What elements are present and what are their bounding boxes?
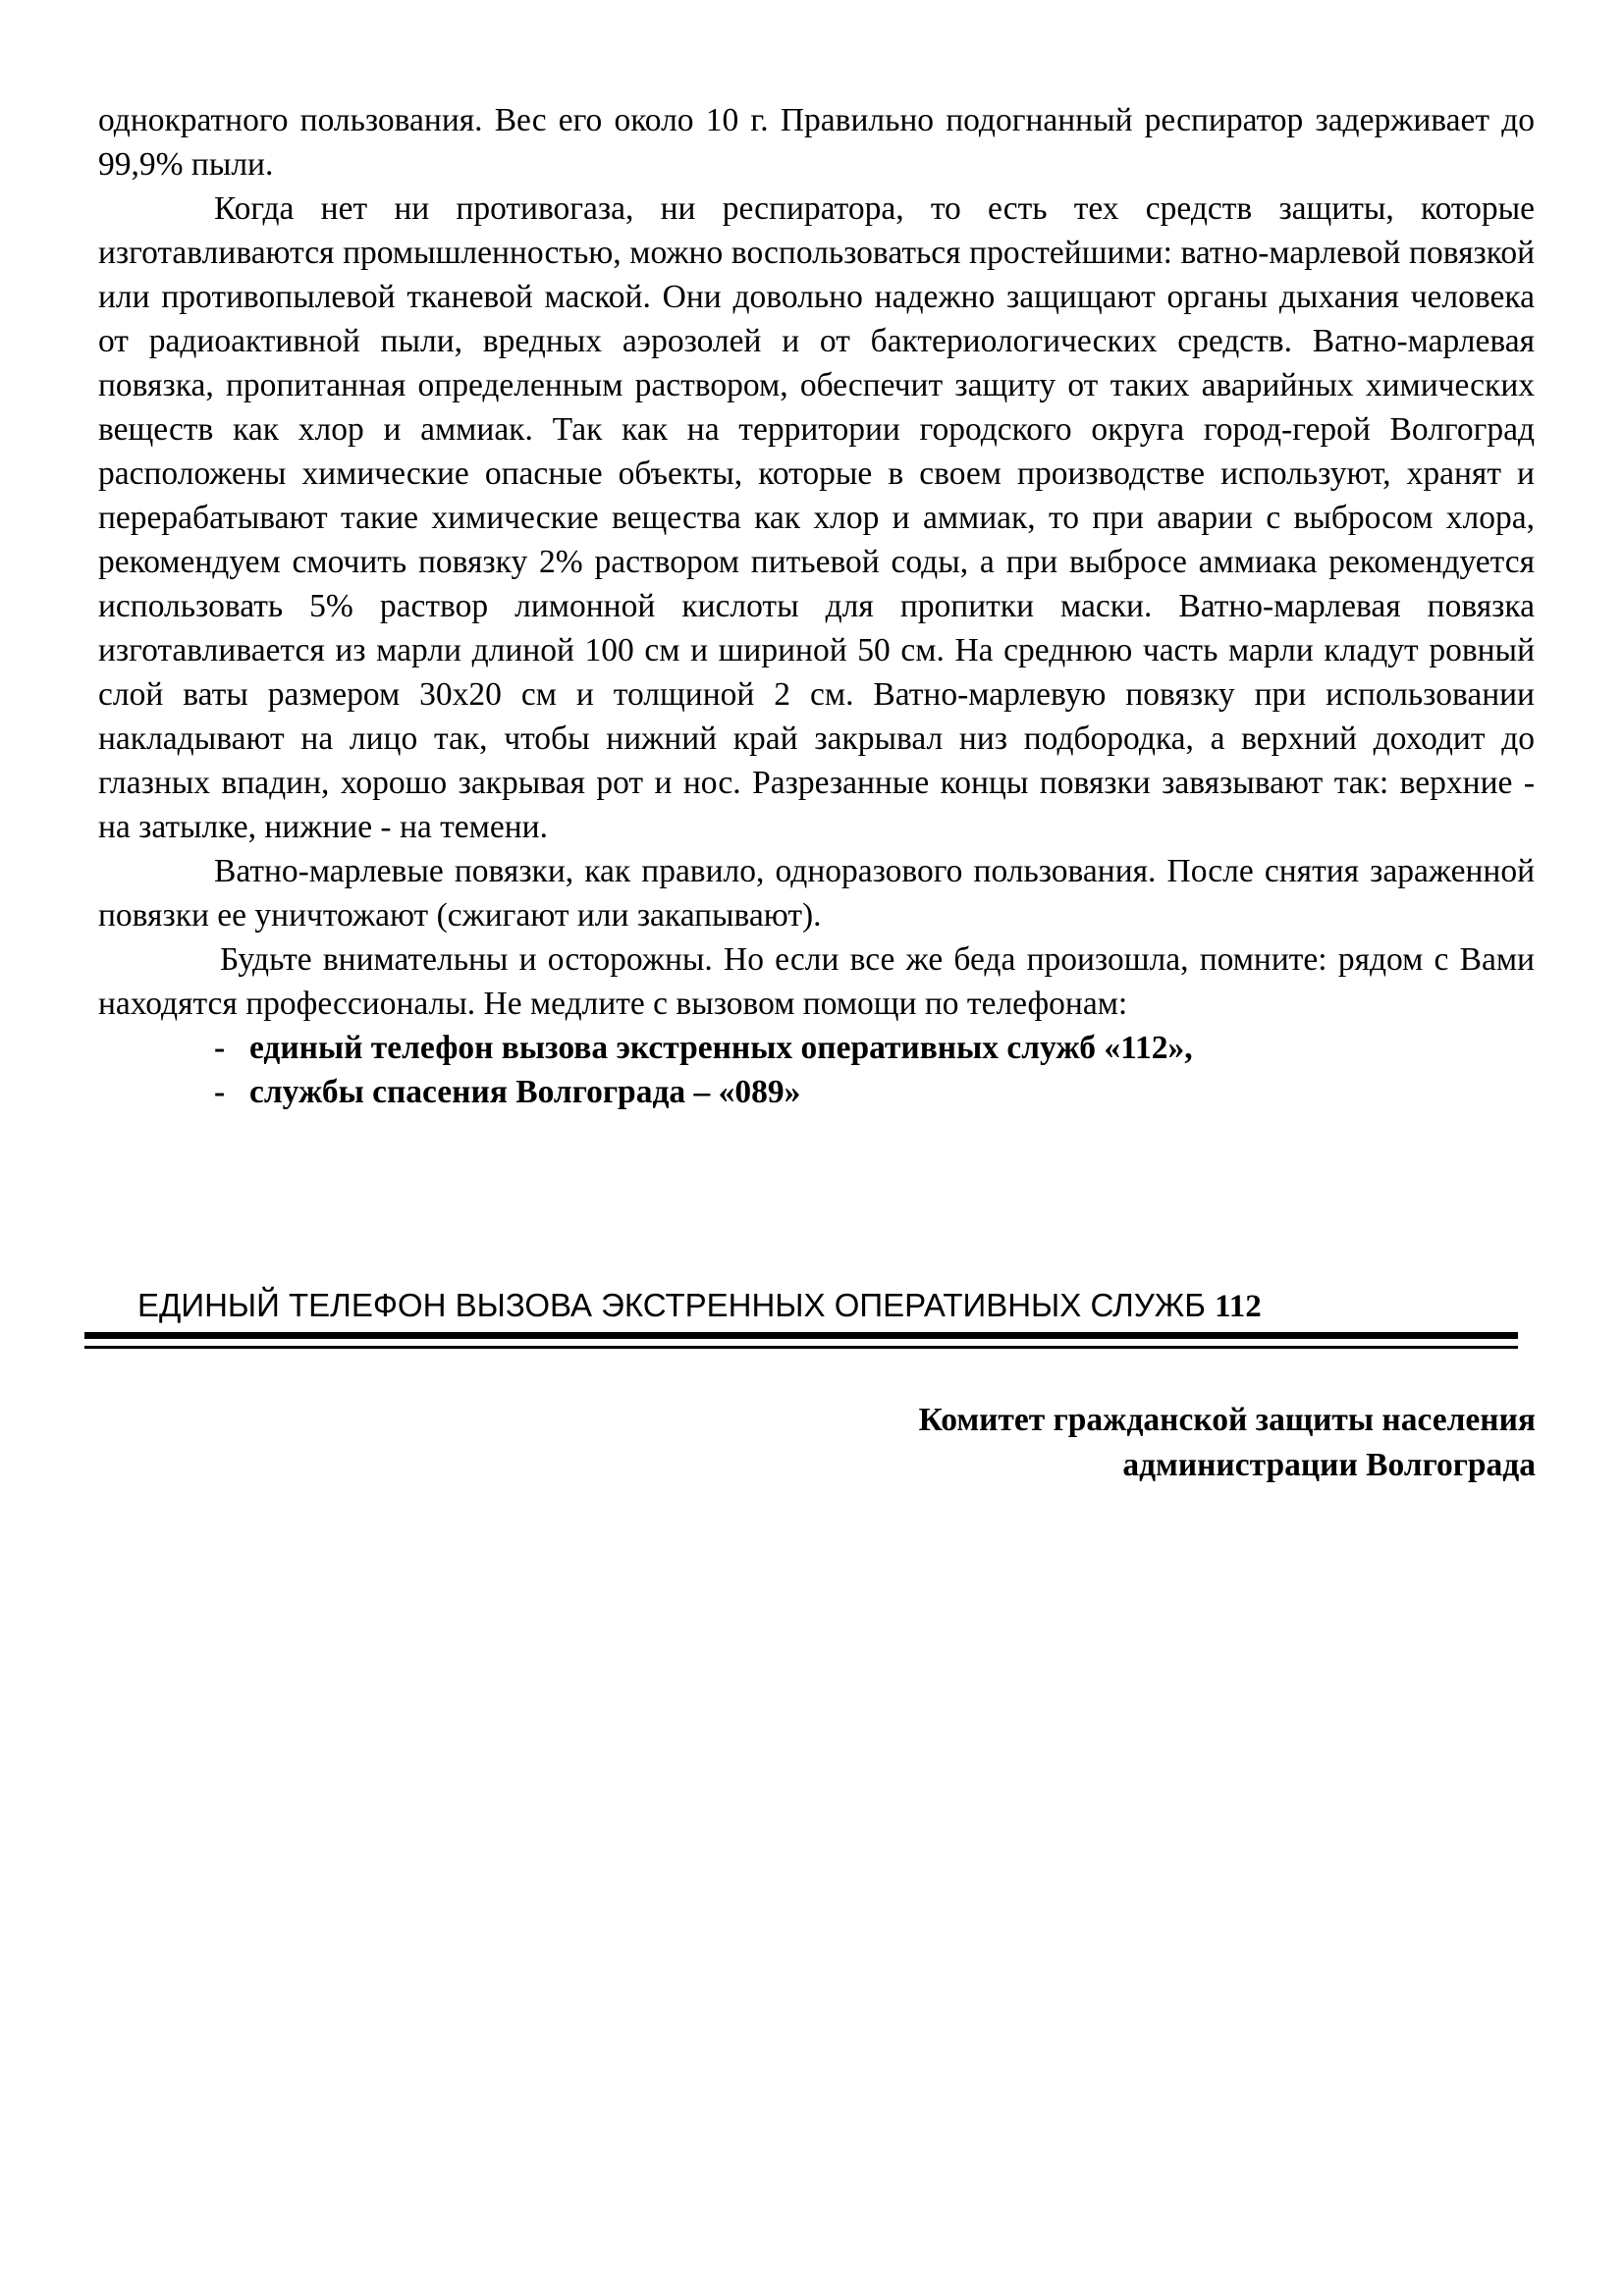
paragraph-respirator-end: однократного пользования. Вес его около 10 г. Правильно подогнанный респиратор задерживает до 99,9% пыли.: [98, 102, 1535, 183]
banner-divider-thick: [84, 1332, 1518, 1339]
banner-divider-thin: [84, 1346, 1518, 1349]
list-item: [98, 1070, 1535, 1114]
signature-line-2: администрации Волгограда: [1122, 1447, 1536, 1483]
list-dash: -: [214, 1074, 226, 1110]
paragraph-be-careful: Будьте внимательны и осторожны. Но если все же беда произошла, помните: рядом с Вами находятся профессионалы. Не медлите с вызовом помощи по телефонам:: [98, 941, 1535, 1022]
body-text: [98, 98, 1535, 1114]
emergency-phone-list: [98, 1026, 1535, 1114]
list-item-text: единый телефон вызова экстренных оперативных служб «112»,: [249, 1030, 1193, 1066]
list-item: [98, 1026, 1535, 1070]
banner-number: 112: [1215, 1289, 1262, 1324]
list-dash: -: [214, 1030, 226, 1066]
signature-line-1: Комитет гражданской защиты населения: [918, 1402, 1536, 1438]
paragraph-single-use: Ватно-марлевые повязки, как правило, одноразового пользования. После снятия зараженной повязки ее уничтожают (сжигают или закапывают).: [98, 853, 1535, 934]
list-item-text: службы спасения Волгограда – «089»: [249, 1074, 801, 1110]
paragraph-gauze-bandage: Когда нет ни противогаза, ни респиратора, то есть тех средств защиты, которые изготавливаются промышленностью, можно воспользоваться простейшими: ватно-марлевой повязкой или противопылевой тканевой маской. Они довольно надежно защищают органы дыхания человека от радиоактивной пыли, вредных аэрозолей и от бактериологических средств. Ватно-марлевая повязка, пропитанная определенным раствором, обеспечит защиту от таких аварийных химических веществ как хлор и аммиак. Так как на территории городского округа город-герой Волгоград расположены химические опасные объекты, которые в своем производстве используют, хранят и перерабатывают такие химические вещества как хлор и аммиак, то при аварии с выбросом хлора, рекомендуем смочить повязку 2% раствором питьевой соды, а при выбросе аммиака рекомендуется использовать 5% раствор лимонной кислоты для пропитки маски. Ватно-марлевая повязка изготавливается из марли длиной 100 см и шириной 50 см. На среднюю часть марли кладут ровный слой ваты размером 30х20 см и толщиной 2 см. Ватно-марлевую повязку при использовании накладывают на лицо так, чтобы нижний край закрывал низ подбородка, а верхний доходит до глазных впадин, хорошо закрывая рот и нос. Разрезанные концы повязки завязывают так: верхние - на затылке, нижние - на темени.: [98, 190, 1535, 845]
banner-text: ЕДИНЫЙ ТЕЛЕФОН ВЫЗОВА ЭКСТРЕННЫХ ОПЕРАТИВНЫХ СЛУЖБ: [137, 1287, 1216, 1323]
signature-block: [919, 1398, 1536, 1488]
emergency-phone-banner: [137, 1286, 1262, 1326]
